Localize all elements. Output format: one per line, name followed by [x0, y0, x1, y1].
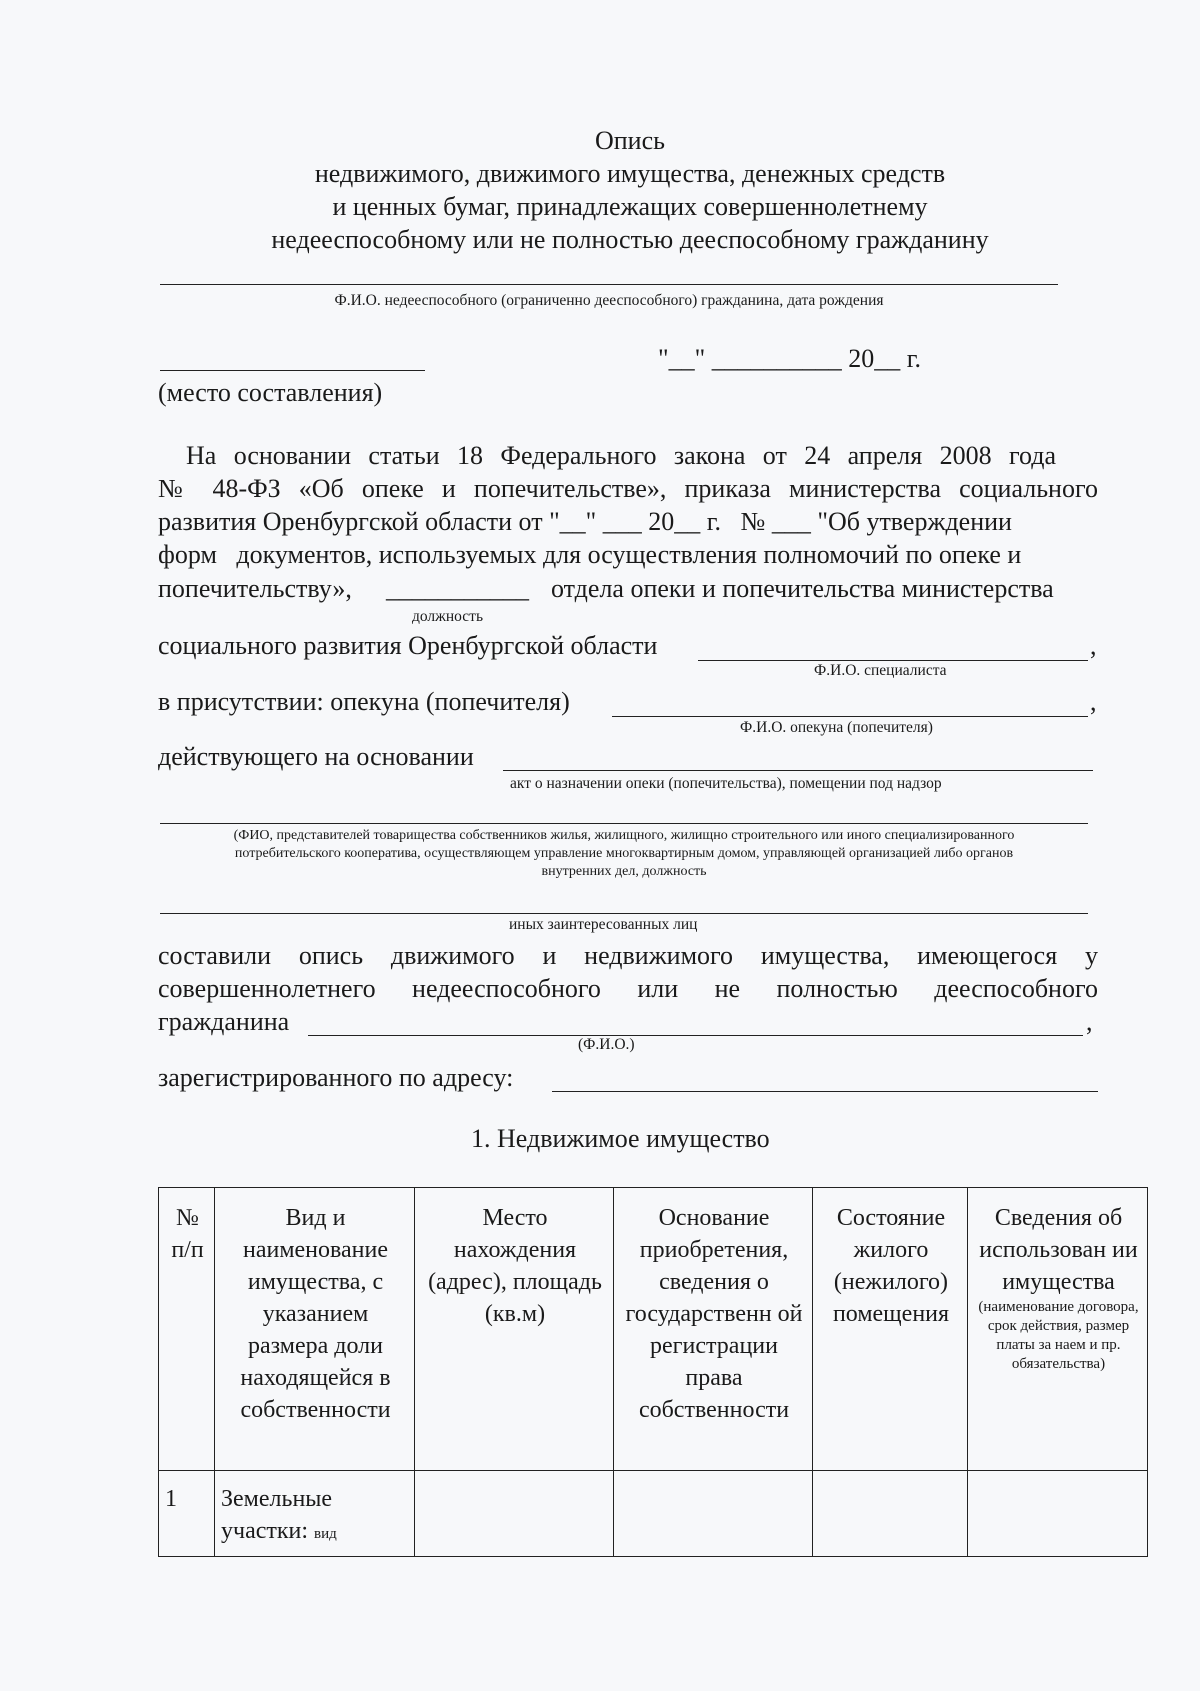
caption-fio: (Ф.И.О.)	[578, 1036, 635, 1053]
para-line-7: в присутствии: опекуна (попечителя)	[158, 687, 570, 716]
para-line-5b: отдела опеки и попечительства министерства	[551, 574, 1054, 603]
para-line-2: № 48-ФЗ «Об опеке и попечительстве», приказа министерства социального	[158, 474, 1098, 503]
row-1-location[interactable]	[415, 1471, 614, 1557]
representatives-field[interactable]	[160, 823, 1088, 824]
caption-reps-2: потребительского кооператива, осуществляющем управление многоквартирным домом, управляющей организацией либо органов	[234, 846, 1014, 861]
para-line-12: зарегистрированного по адресу:	[158, 1063, 514, 1092]
header-kind: Вид и наименование имущества, с указанием размера доли находящейся в собственности	[215, 1188, 415, 1471]
basis-field[interactable]	[503, 770, 1093, 771]
row-1-usage[interactable]	[968, 1471, 1148, 1557]
comma-7: ,	[1090, 687, 1097, 716]
row-1-kind[interactable]	[215, 1471, 415, 1557]
title-line-4: недееспособному или не полностью дееспособному гражданину	[271, 225, 989, 254]
caption-guardian: Ф.И.О. опекуна (попечителя)	[740, 719, 933, 736]
specialist-fio-field[interactable]	[698, 660, 1088, 661]
citizen-fio-field[interactable]	[160, 284, 1058, 285]
para-line-8: действующего на основании	[158, 742, 474, 771]
caption-act: акт о назначении опеки (попечительства), помещении под надзор	[510, 775, 942, 792]
header-location: Место нахождения (адрес), площадь (кв.м)	[415, 1188, 614, 1471]
comma-6: ,	[1090, 631, 1097, 660]
para-line-6: социального развития Оренбургской области	[158, 631, 658, 660]
address-field[interactable]	[552, 1091, 1098, 1092]
header-usage	[968, 1188, 1148, 1471]
position-blank[interactable]: ___________	[386, 574, 529, 603]
comma-11: ,	[1086, 1007, 1093, 1036]
place-field[interactable]	[160, 370, 425, 371]
row-1-num: 1	[159, 1471, 215, 1557]
header-usage-note: (наименование договора, срок действия, размер платы за наем и пр. обязательства)	[978, 1299, 1139, 1372]
others-field[interactable]	[160, 913, 1088, 914]
citizen-name-field[interactable]	[308, 1035, 1083, 1036]
row-1-kind-small: вид	[314, 1526, 337, 1542]
table-row	[159, 1471, 1148, 1557]
table-header-row	[159, 1188, 1148, 1471]
para-line-11: гражданина	[158, 1007, 290, 1036]
header-usage-label: Сведения об использован ии имущества	[979, 1205, 1138, 1295]
caption-others: иных заинтересованных лиц	[509, 916, 698, 933]
para-line-9: составили опись движимого и недвижимого имущества, имеющегося у	[158, 941, 1098, 970]
para-line-1: На основании статьи 18 Федерального закона от 24 апреля 2008 года	[186, 441, 1056, 470]
para-line-5a: попечительству»,	[158, 574, 352, 603]
header-basis: Основание приобретения, сведения о государственн ой регистрации права собственности	[614, 1188, 813, 1471]
header-condition: Состояние жилого (нежилого) помещения	[813, 1188, 968, 1471]
row-1-basis[interactable]	[614, 1471, 813, 1557]
guardian-fio-field[interactable]	[612, 716, 1088, 717]
para-line-3: развития Оренбургской области от "__" ___ 20__ г. № ___ "Об утверждении	[158, 507, 1012, 536]
row-1-condition[interactable]	[813, 1471, 968, 1557]
section-1-title: 1. Недвижимое имущество	[471, 1124, 770, 1153]
date-line: "__" __________ 20__ г.	[658, 344, 921, 373]
para-line-10: совершеннолетнего недееспособного или не полностью дееспособного	[158, 974, 1098, 1003]
caption-reps-1: (ФИО, представителей товарищества собственников жилья, жилищного, жилищно строительного или иного специализированного	[233, 828, 1015, 843]
caption-citizen-fio: Ф.И.О. недееспособного (ограниченно дееспособного) гражданина, дата рождения	[334, 292, 884, 309]
header-num: № п/п	[159, 1188, 215, 1471]
title-line-1: Опись	[594, 126, 665, 155]
caption-position: должность	[412, 608, 484, 625]
real-estate-table	[158, 1187, 1148, 1557]
title-line-2: недвижимого, движимого имущества, денежных средств	[314, 159, 946, 188]
title-line-3: и ценных бумаг, принадлежащих совершеннолетнему	[332, 192, 928, 221]
caption-specialist: Ф.И.О. специалиста	[814, 662, 947, 679]
place-caption: (место составления)	[158, 378, 383, 407]
caption-reps-3: внутренних дел, должность	[541, 864, 707, 879]
para-line-4: форм документов, используемых для осуществления полномочий по опеке и	[158, 540, 1022, 569]
row-1-kind-label: Земельные участки:	[221, 1486, 333, 1544]
